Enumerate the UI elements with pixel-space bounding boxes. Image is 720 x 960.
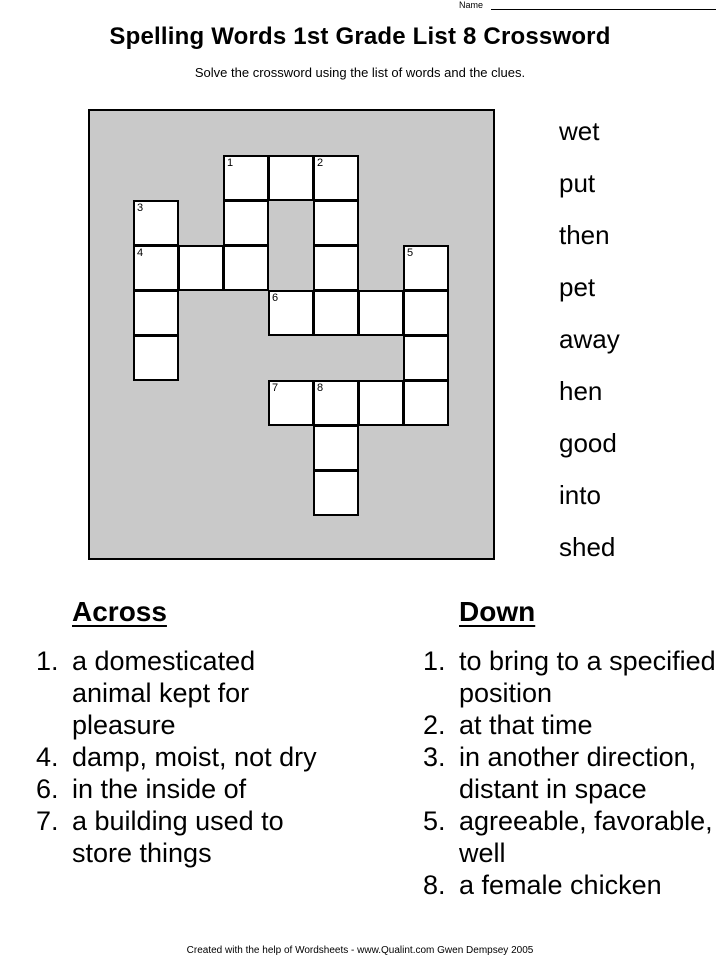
across-clue — [36, 805, 326, 869]
word-bank-item: hen — [559, 376, 603, 406]
word-bank-item: put — [559, 168, 596, 198]
word-bank — [559, 108, 620, 576]
crossword-grid — [88, 109, 495, 560]
clue-number: 3 — [137, 202, 144, 214]
clue-number: 4 — [137, 247, 144, 259]
word-bank-item: wet — [559, 116, 600, 146]
clue-num: 1. — [423, 646, 446, 676]
word-bank-item: then — [559, 220, 610, 250]
grid-cell[interactable] — [268, 290, 314, 336]
clue-text: a female chicken — [459, 870, 662, 900]
clue-num: 6. — [36, 774, 59, 804]
grid-cell[interactable] — [223, 155, 269, 201]
across-clue — [36, 741, 326, 773]
grid-cell[interactable] — [223, 245, 269, 291]
clue-num: 2. — [423, 710, 446, 740]
grid-cell[interactable] — [358, 290, 404, 336]
down-clue — [423, 805, 717, 869]
clue-text: at that time — [459, 710, 593, 740]
clue-number: 6 — [272, 292, 279, 304]
grid-cell[interactable] — [403, 245, 449, 291]
word-bank-item: away — [559, 324, 620, 354]
clue-num: 5. — [423, 806, 446, 836]
grid-cell[interactable] — [223, 200, 269, 246]
across-clue — [36, 645, 326, 741]
down-clue — [423, 869, 717, 901]
word-bank-item: pet — [559, 272, 596, 302]
clue-num: 8. — [423, 870, 446, 900]
grid-cell[interactable] — [403, 380, 449, 426]
clue-num: 3. — [423, 742, 446, 772]
grid-cell[interactable] — [313, 470, 359, 516]
clue-text: in the inside of — [72, 774, 247, 804]
clue-number: 2 — [317, 157, 324, 169]
page-title: Spelling Words 1st Grade List 8 Crossword — [109, 23, 611, 50]
name-line[interactable] — [491, 9, 716, 10]
grid-cell[interactable] — [403, 335, 449, 381]
name-label: Name — [459, 0, 484, 10]
down-clue — [423, 709, 717, 741]
down-clue-list — [423, 645, 717, 901]
across-clue — [36, 773, 326, 805]
grid-cell[interactable] — [313, 155, 359, 201]
page-subtitle: Solve the crossword using the list of words and the clues. — [194, 65, 526, 80]
grid-cell[interactable] — [403, 290, 449, 336]
clue-number: 7 — [272, 382, 279, 394]
clue-num: 1. — [36, 646, 59, 676]
grid-cell[interactable] — [313, 290, 359, 336]
grid-cell[interactable] — [268, 380, 314, 426]
grid-cell[interactable] — [313, 200, 359, 246]
footer-credit: Created with the help of Wordsheets - www.Qualint.com Gwen Dempsey 2005 — [186, 945, 534, 956]
across-clue-list — [36, 645, 326, 869]
grid-cell[interactable] — [313, 425, 359, 471]
clue-text: a domesticated animal kept for pleasure — [72, 646, 256, 740]
down-clue — [423, 645, 717, 709]
down-clue — [423, 741, 717, 805]
clue-num: 4. — [36, 742, 59, 772]
grid-cell[interactable] — [133, 335, 179, 381]
grid-cell[interactable] — [133, 290, 179, 336]
grid-cell[interactable] — [133, 200, 179, 246]
down-heading: Down — [459, 596, 536, 627]
word-bank-item: into — [559, 480, 601, 510]
clue-text: damp, moist, not dry — [72, 742, 317, 772]
clue-number: 8 — [317, 382, 324, 394]
clue-num: 7. — [36, 806, 59, 836]
word-bank-item: shed — [559, 532, 616, 562]
grid-cell[interactable] — [133, 245, 179, 291]
word-bank-item: good — [559, 428, 617, 458]
clue-text: a building used to store things — [72, 806, 284, 868]
clue-text: to bring to a specified position — [459, 646, 716, 708]
clue-text: in another direction, distant in space — [459, 742, 697, 804]
clue-text: agreeable, favorable, well — [459, 806, 713, 868]
grid-cell[interactable] — [313, 380, 359, 426]
grid-cell[interactable] — [313, 245, 359, 291]
grid-cell[interactable] — [268, 155, 314, 201]
clue-number: 1 — [227, 157, 234, 169]
grid-cell[interactable] — [178, 245, 224, 291]
grid-cell[interactable] — [358, 380, 404, 426]
across-heading: Across — [72, 596, 167, 627]
clue-number: 5 — [407, 247, 414, 259]
